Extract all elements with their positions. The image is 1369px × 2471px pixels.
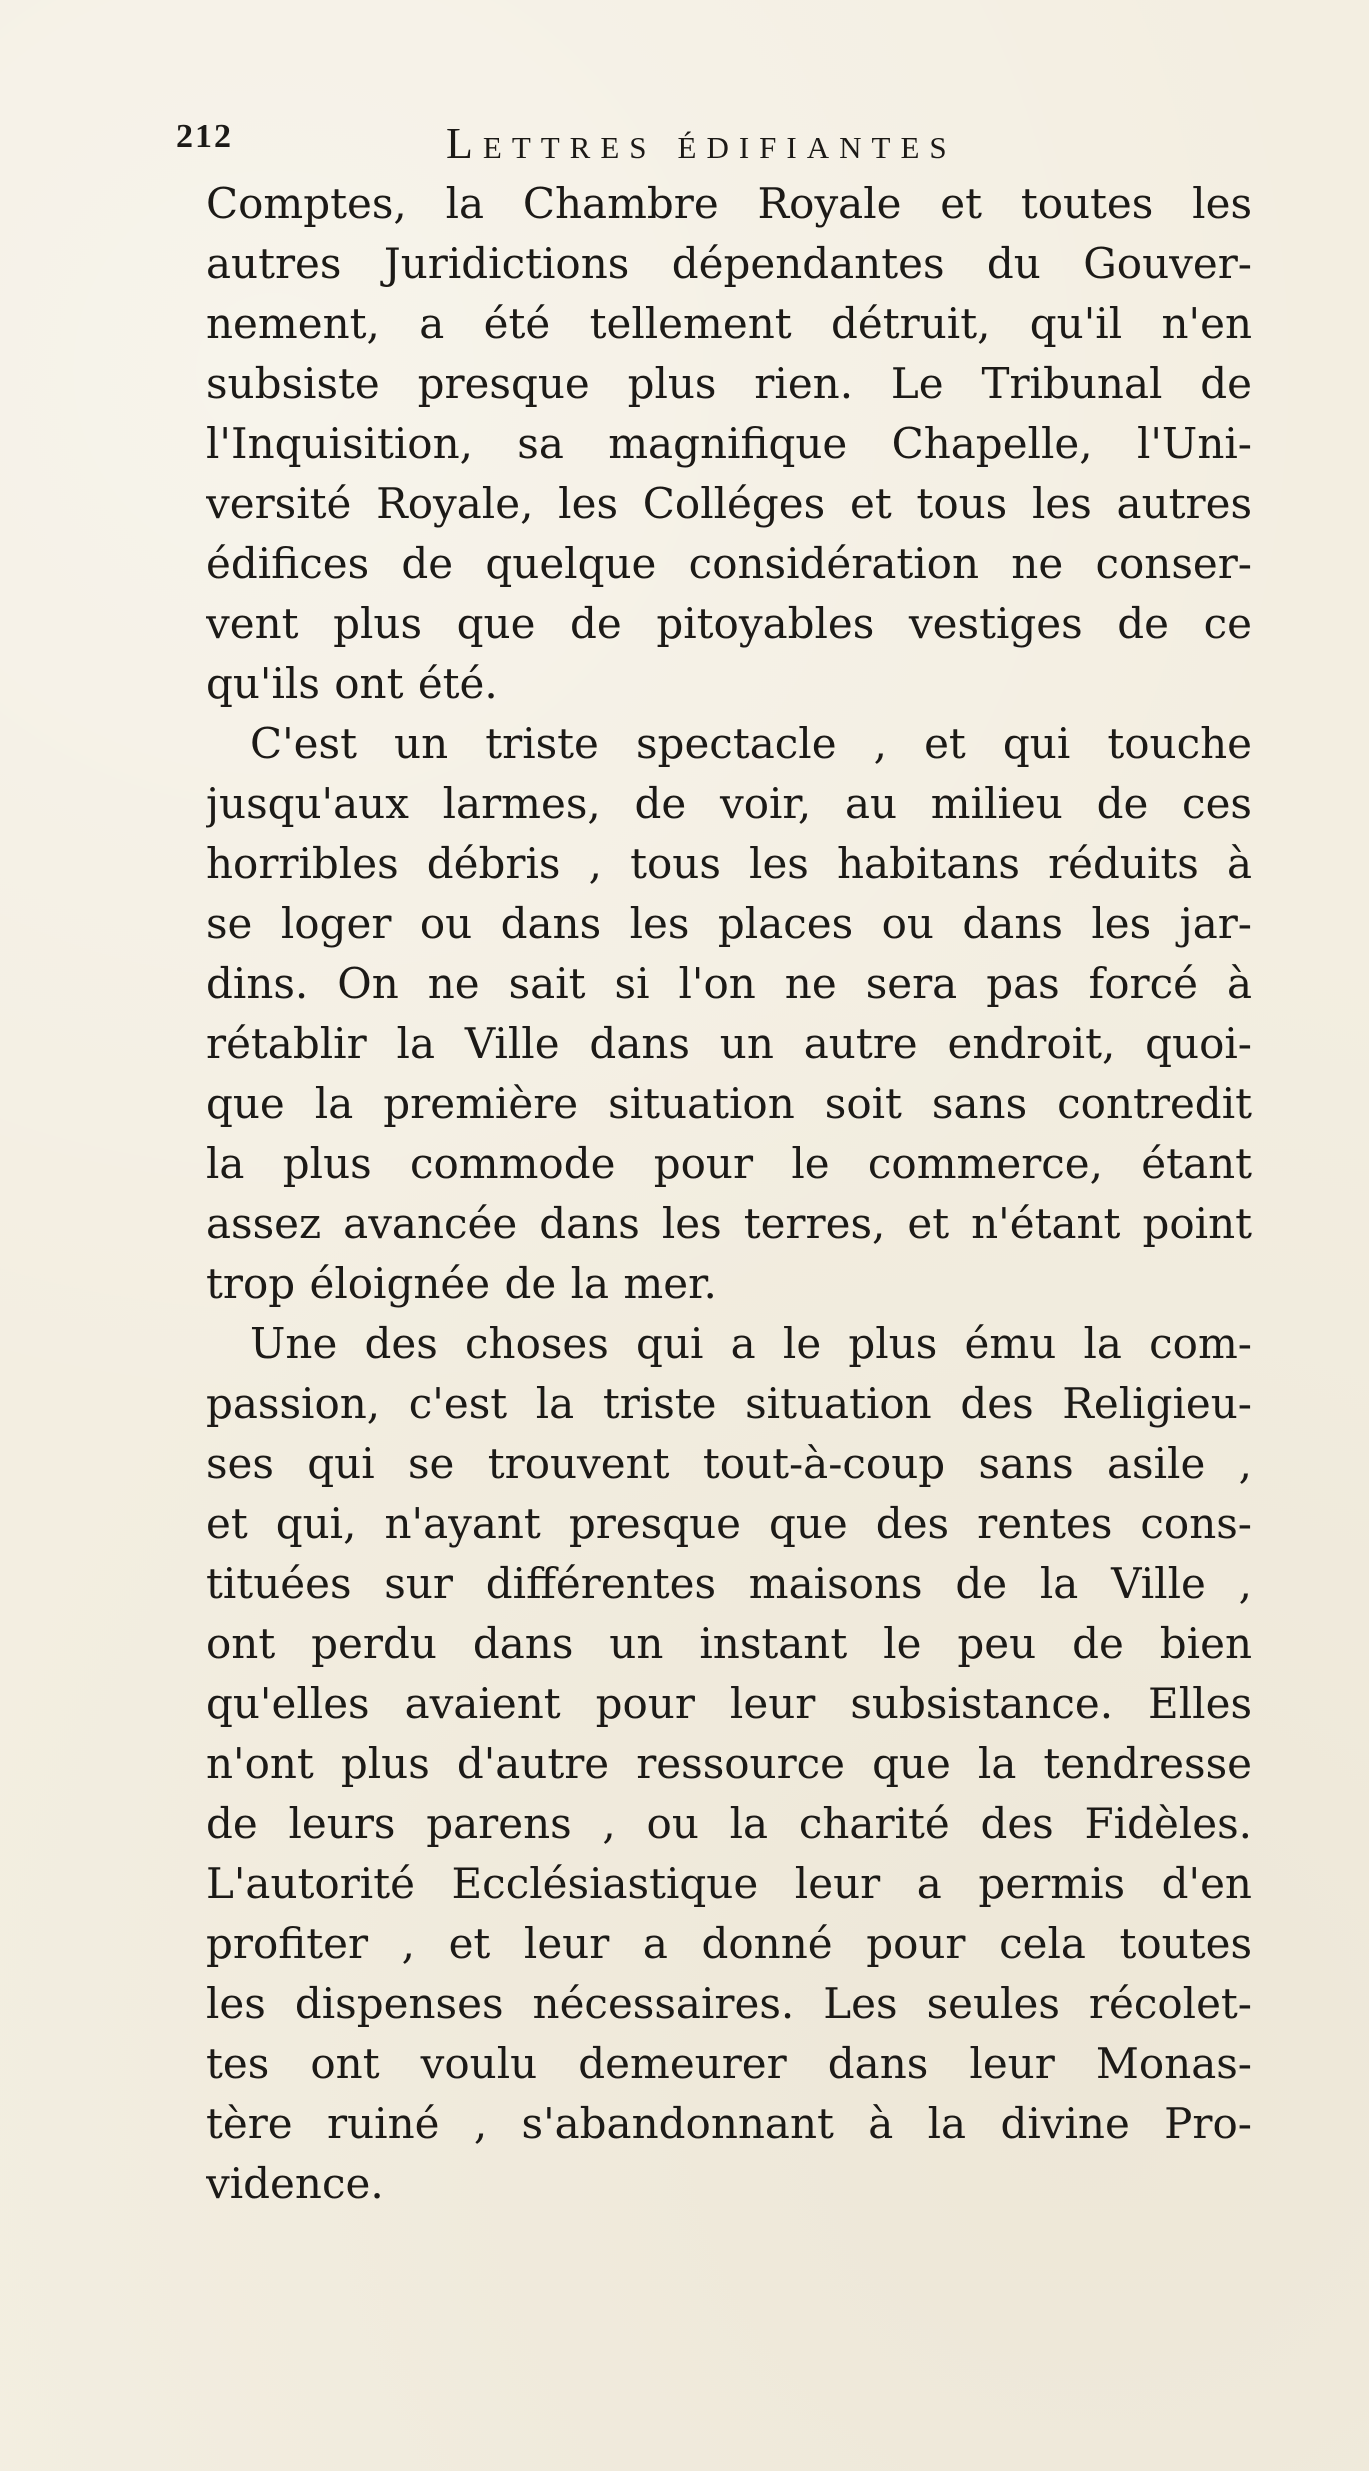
text-line: Comptes, la Chambre Royale et toutes les <box>206 179 1252 228</box>
paragraph-end-line: qu'ils ont été. <box>206 659 498 708</box>
body-text <box>206 174 1252 2214</box>
text-line: tère ruiné , s'abandonnant à la divine Pro- <box>206 2099 1252 2148</box>
text-line: que la première situation soit sans contredit <box>206 1079 1252 1128</box>
text-line: la plus commode pour le commerce, étant <box>206 1139 1252 1188</box>
paragraph-end-line: trop éloignée de la mer. <box>206 1259 717 1308</box>
text-line: l'Inquisition, sa magnifique Chapelle, l'Uni- <box>206 419 1252 468</box>
text-line: tes ont voulu demeurer dans leur Monas- <box>206 2039 1252 2088</box>
text-line: vent plus que de pitoyables vestiges de ce <box>206 599 1252 648</box>
text-line: qu'elles avaient pour leur subsistance. Elles <box>206 1679 1252 1728</box>
text-line: ses qui se trouvent tout-à-coup sans asile , <box>206 1439 1252 1488</box>
text-line: les dispenses nécessaires. Les seules récolet- <box>206 1979 1252 2028</box>
page-number: 212 <box>176 118 233 155</box>
text-line: horribles débris , tous les habitans réduits à <box>206 839 1252 888</box>
paragraph-start-line: Une des choses qui a le plus ému la com- <box>250 1319 1252 1368</box>
text-line: profiter , et leur a donné pour cela toutes <box>206 1919 1252 1968</box>
text-line: se loger ou dans les places ou dans les jar- <box>206 899 1252 948</box>
text-line: rétablir la Ville dans un autre endroit, quoi- <box>206 1019 1252 1068</box>
text-line: ont perdu dans un instant le peu de bien <box>206 1619 1252 1668</box>
text-line: autres Juridictions dépendantes du Gouver- <box>206 239 1252 288</box>
running-title: Lettres édifiantes <box>446 119 957 168</box>
text-line: passion, c'est la triste situation des Religieu- <box>206 1379 1252 1428</box>
text-line: et qui, n'ayant presque que des rentes cons- <box>206 1499 1252 1548</box>
text-line: versité Royale, les Colléges et tous les autres <box>206 479 1252 528</box>
text-line: subsiste presque plus rien. Le Tribunal de <box>206 359 1252 408</box>
text-line: dins. On ne sait si l'on ne sera pas forcé à <box>206 959 1252 1008</box>
text-line: édifices de quelque considération ne conser- <box>206 539 1252 588</box>
paragraph-end-line: vidence. <box>206 2159 384 2208</box>
paragraph-start-line: C'est un triste spectacle , et qui touche <box>250 719 1252 768</box>
page-header <box>176 118 1236 178</box>
text-line: de leurs parens , ou la charité des Fidèles. <box>206 1799 1252 1848</box>
text-line: nement, a été tellement détruit, qu'il n'en <box>206 299 1252 348</box>
text-line: jusqu'aux larmes, de voir, au milieu de ces <box>206 779 1252 828</box>
text-line: n'ont plus d'autre ressource que la tendresse <box>206 1739 1252 1788</box>
text-line: tituées sur différentes maisons de la Ville , <box>206 1559 1252 1608</box>
text-line: L'autorité Ecclésiastique leur a permis d'en <box>206 1859 1252 1908</box>
text-line: assez avancée dans les terres, et n'étant point <box>206 1199 1252 1248</box>
